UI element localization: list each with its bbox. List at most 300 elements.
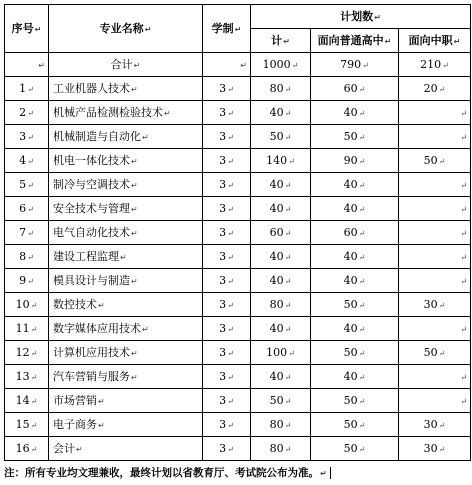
- row-hs: 40: [343, 201, 358, 215]
- paragraph-mark: ↵: [460, 228, 468, 238]
- row-total: 40: [269, 369, 284, 383]
- row-name: 安全技术与管理: [53, 201, 130, 215]
- row-no: 11: [15, 321, 30, 335]
- row-no-cell: [5, 101, 49, 125]
- row-vs-cell: [399, 197, 471, 221]
- table-row: [5, 413, 471, 437]
- row-total-cell: [251, 197, 311, 221]
- row-years-cell: [203, 437, 251, 461]
- row-years-cell: [203, 269, 251, 293]
- paragraph-mark: ↵: [438, 84, 446, 94]
- paragraph-mark: ↵: [284, 84, 292, 94]
- row-name-cell: [49, 245, 203, 269]
- row-total: 100: [266, 345, 288, 359]
- header-name: [49, 5, 203, 53]
- row-name: 模具设计与制造: [53, 273, 130, 287]
- paragraph-mark: ↵: [227, 420, 234, 430]
- row-total-cell: [251, 437, 311, 461]
- row-hs-cell: [311, 269, 399, 293]
- paragraph-mark: ↵: [460, 132, 468, 142]
- header-high-school-label: 面向普通高中: [317, 33, 384, 47]
- row-hs-cell: [311, 341, 399, 365]
- row-vs-cell: [399, 341, 471, 365]
- row-vs-cell: [399, 413, 471, 437]
- paragraph-mark: ↵: [227, 132, 234, 142]
- paragraph-mark: ↵: [284, 228, 292, 238]
- row-hs-cell: [311, 149, 399, 173]
- row-no: 6: [19, 201, 27, 215]
- row-hs-cell: [311, 293, 399, 317]
- table-row: [5, 245, 471, 269]
- row-name-cell: [49, 77, 203, 101]
- row-hs-cell: [311, 317, 399, 341]
- header-vocational-label: 面向中职: [408, 33, 453, 47]
- paragraph-mark: ↵: [164, 108, 171, 118]
- row-years: 3: [219, 273, 227, 287]
- paragraph-mark: ↵: [34, 24, 42, 34]
- paragraph-mark: ↵: [284, 372, 292, 382]
- row-no: 2: [19, 105, 27, 119]
- paragraph-mark: ↵: [144, 24, 152, 34]
- row-hs: 90: [343, 153, 358, 167]
- row-no: 13: [15, 369, 30, 383]
- paragraph-mark: ↵: [27, 108, 34, 118]
- row-hs-cell: [311, 101, 399, 125]
- paragraph-mark: ↵: [234, 24, 242, 34]
- row-no: 8: [19, 249, 27, 263]
- row-vs-cell: [399, 125, 471, 149]
- row-name: 机械制造与自动化: [53, 129, 141, 143]
- row-hs: 50: [343, 393, 358, 407]
- paragraph-mark: ↵: [284, 420, 292, 430]
- row-vs: 30: [423, 297, 438, 311]
- paragraph-mark: ↵: [27, 204, 34, 214]
- row-name-cell: [49, 197, 203, 221]
- row-vs-cell: [399, 245, 471, 269]
- paragraph-mark: ↵: [98, 300, 105, 310]
- row-hs: 40: [343, 177, 358, 191]
- summary-years-cell: [203, 53, 251, 77]
- row-no-cell: [5, 365, 49, 389]
- row-years: 3: [219, 225, 227, 239]
- row-years-cell: [203, 173, 251, 197]
- row-total-cell: [251, 221, 311, 245]
- paragraph-mark: ↵: [27, 252, 34, 262]
- row-hs-cell: [311, 125, 399, 149]
- paragraph-mark: ↵: [358, 372, 366, 382]
- row-no-cell: [5, 389, 49, 413]
- row-total: 40: [269, 321, 284, 335]
- paragraph-mark: ↵: [358, 228, 366, 238]
- row-hs-cell: [311, 221, 399, 245]
- row-vs-cell: [399, 149, 471, 173]
- paragraph-mark: ↵: [442, 60, 449, 70]
- header-vocational: [399, 29, 471, 53]
- row-name-cell: [49, 341, 203, 365]
- row-total: 40: [269, 201, 284, 215]
- row-years-cell: [203, 365, 251, 389]
- row-no: 10: [15, 297, 30, 311]
- paragraph-mark: ↵: [27, 132, 34, 142]
- row-no-cell: [5, 245, 49, 269]
- row-name: 会计: [53, 441, 75, 455]
- paragraph-mark: ↵: [438, 300, 446, 310]
- row-hs: 60: [343, 81, 358, 95]
- header-plan: [251, 5, 471, 29]
- paragraph-mark: ↵: [142, 132, 149, 142]
- paragraph-mark: ↵: [227, 348, 234, 358]
- paragraph-mark: ↵: [291, 60, 299, 70]
- row-no-cell: [5, 149, 49, 173]
- header-high-school: [311, 29, 399, 53]
- paragraph-mark: ↵: [453, 36, 461, 46]
- row-total: 40: [269, 249, 284, 263]
- row-vs: 30: [423, 417, 438, 431]
- row-hs-cell: [311, 245, 399, 269]
- paragraph-mark: ↵: [384, 36, 392, 46]
- paragraph-mark: ↵: [358, 204, 366, 214]
- paragraph-mark: ↵: [30, 444, 38, 454]
- row-years-cell: [203, 389, 251, 413]
- row-total-cell: [251, 389, 311, 413]
- row-years: 3: [219, 129, 227, 143]
- paragraph-mark: ↵: [284, 180, 292, 190]
- row-total-cell: [251, 317, 311, 341]
- summary-total: 1000: [262, 57, 291, 71]
- row-name: 工业机器人技术: [53, 81, 130, 95]
- paragraph-mark: ↵: [76, 444, 83, 454]
- paragraph-mark: ↵: [284, 324, 292, 334]
- row-no-cell: [5, 173, 49, 197]
- row-years-cell: [203, 341, 251, 365]
- row-hs-cell: [311, 197, 399, 221]
- row-hs-cell: [311, 389, 399, 413]
- document-page: [4, 4, 470, 480]
- row-no-cell: [5, 437, 49, 461]
- row-name: 机械产品检测检验技术: [53, 105, 163, 119]
- row-total: 40: [269, 273, 284, 287]
- footnote-text: 注：所有专业均文理兼收，最终计划以省教育厅、考试院公布为准。: [4, 467, 319, 479]
- row-years-cell: [203, 77, 251, 101]
- paragraph-mark: ↵: [131, 372, 138, 382]
- paragraph-mark: ↵: [227, 156, 234, 166]
- paragraph-mark: ↵: [284, 108, 292, 118]
- header-years-label: 学制: [211, 21, 234, 35]
- summary-no-cell: [5, 53, 49, 77]
- paragraph-mark: ↵: [227, 372, 234, 382]
- row-name-cell: [49, 413, 203, 437]
- paragraph-mark: ↵: [27, 228, 34, 238]
- table-row: [5, 149, 471, 173]
- paragraph-mark: ↵: [284, 444, 292, 454]
- summary-vs-cell: [399, 53, 471, 77]
- row-no: 16: [15, 441, 30, 455]
- paragraph-mark: ↵: [358, 324, 366, 334]
- summary-hs-cell: [311, 53, 399, 77]
- row-no: 9: [19, 273, 27, 287]
- row-name: 市场营销: [53, 393, 97, 407]
- table-row: [5, 437, 471, 461]
- header-total-label: 计: [271, 33, 283, 47]
- paragraph-mark: ↵: [142, 324, 149, 334]
- row-years: 3: [219, 417, 227, 431]
- row-years: 3: [219, 177, 227, 191]
- header-plan-label: 计划数: [340, 9, 374, 23]
- paragraph-mark: ↵: [358, 348, 366, 358]
- paragraph-mark: ↵: [30, 300, 38, 310]
- paragraph-mark: ↵: [227, 252, 234, 262]
- table-row: [5, 341, 471, 365]
- row-no-cell: [5, 221, 49, 245]
- row-vs-cell: [399, 173, 471, 197]
- paragraph-mark: ↵: [358, 180, 366, 190]
- paragraph-mark: ↵: [27, 180, 34, 190]
- row-hs: 40: [343, 105, 358, 119]
- row-name-cell: [49, 101, 203, 125]
- row-name-cell: [49, 149, 203, 173]
- row-no: 14: [15, 393, 30, 407]
- row-total: 50: [269, 393, 284, 407]
- paragraph-mark: ↵: [240, 60, 247, 70]
- paragraph-mark: ↵: [438, 420, 446, 430]
- row-name: 机电一体化技术: [53, 153, 130, 167]
- row-no-cell: [5, 413, 49, 437]
- paragraph-mark: ↵: [438, 156, 446, 166]
- row-name: 数控技术: [53, 297, 97, 311]
- row-name-cell: [49, 173, 203, 197]
- row-hs-cell: [311, 173, 399, 197]
- header-no-label: 序号: [11, 21, 34, 35]
- paragraph-mark: ↵: [460, 204, 468, 214]
- enrollment-plan-table: [4, 4, 471, 461]
- row-vs-cell: [399, 269, 471, 293]
- paragraph-mark: ↵: [358, 276, 366, 286]
- row-total-cell: [251, 341, 311, 365]
- row-no-cell: [5, 317, 49, 341]
- paragraph-mark: ↵: [358, 396, 366, 406]
- paragraph-mark: ↵: [27, 84, 34, 94]
- row-total-cell: [251, 365, 311, 389]
- row-vs: 20: [423, 81, 438, 95]
- paragraph-mark: ↵: [284, 252, 292, 262]
- text-cursor: [330, 467, 331, 479]
- row-no-cell: [5, 293, 49, 317]
- row-total-cell: [251, 125, 311, 149]
- paragraph-mark: ↵: [460, 252, 468, 262]
- row-years: 3: [219, 369, 227, 383]
- table-row: [5, 77, 471, 101]
- paragraph-mark: ↵: [438, 348, 446, 358]
- row-total: 80: [269, 297, 284, 311]
- paragraph-mark: ↵: [358, 108, 366, 118]
- row-no: 15: [15, 417, 30, 431]
- row-years-cell: [203, 221, 251, 245]
- row-total-cell: [251, 413, 311, 437]
- row-years: 3: [219, 249, 227, 263]
- paragraph-mark: ↵: [120, 252, 127, 262]
- paragraph-mark: ↵: [320, 469, 327, 478]
- summary-row: [5, 53, 471, 77]
- row-name-cell: [49, 365, 203, 389]
- row-vs-cell: [399, 293, 471, 317]
- row-vs-cell: [399, 389, 471, 413]
- summary-label: 合计: [110, 57, 133, 71]
- header-years: [203, 5, 251, 53]
- paragraph-mark: ↵: [288, 348, 295, 358]
- row-years-cell: [203, 317, 251, 341]
- paragraph-mark: ↵: [133, 60, 141, 70]
- summary-label-cell: [49, 53, 203, 77]
- header-no: [5, 5, 49, 53]
- row-name: 汽车营销与服务: [53, 369, 130, 383]
- row-hs: 50: [343, 345, 358, 359]
- table-row: [5, 173, 471, 197]
- row-name-cell: [49, 437, 203, 461]
- paragraph-mark: ↵: [30, 396, 38, 406]
- row-vs-cell: [399, 101, 471, 125]
- paragraph-mark: ↵: [131, 84, 138, 94]
- paragraph-mark: ↵: [460, 396, 468, 406]
- row-name: 制冷与空调技术: [53, 177, 130, 191]
- paragraph-mark: ↵: [131, 276, 138, 286]
- row-hs: 50: [343, 417, 358, 431]
- paragraph-mark: ↵: [358, 444, 366, 454]
- paragraph-mark: ↵: [460, 108, 468, 118]
- row-name: 计算机应用技术: [53, 345, 130, 359]
- row-vs: 30: [423, 441, 438, 455]
- row-years: 3: [219, 393, 227, 407]
- row-name-cell: [49, 221, 203, 245]
- table-row: [5, 125, 471, 149]
- row-total: 80: [269, 417, 284, 431]
- row-years-cell: [203, 413, 251, 437]
- row-hs-cell: [311, 437, 399, 461]
- row-total: 140: [266, 153, 288, 167]
- row-name-cell: [49, 389, 203, 413]
- row-no: 3: [19, 129, 27, 143]
- row-hs: 40: [343, 321, 358, 335]
- table-body: [5, 53, 471, 461]
- table-row: [5, 221, 471, 245]
- row-total: 40: [269, 177, 284, 191]
- footnote: [4, 465, 470, 480]
- row-hs: 50: [343, 129, 358, 143]
- paragraph-mark: ↵: [227, 300, 234, 310]
- row-total-cell: [251, 149, 311, 173]
- summary-hs: 790: [340, 57, 362, 71]
- row-hs-cell: [311, 413, 399, 437]
- table-row: [5, 101, 471, 125]
- paragraph-mark: ↵: [30, 324, 38, 334]
- paragraph-mark: ↵: [30, 420, 38, 430]
- row-no-cell: [5, 77, 49, 101]
- paragraph-mark: ↵: [358, 420, 366, 430]
- row-years: 3: [219, 105, 227, 119]
- paragraph-mark: ↵: [358, 300, 366, 310]
- summary-total-cell: [251, 53, 311, 77]
- row-years: 3: [219, 321, 227, 335]
- paragraph-mark: ↵: [27, 156, 34, 166]
- row-years-cell: [203, 197, 251, 221]
- row-years: 3: [219, 441, 227, 455]
- paragraph-mark: ↵: [131, 180, 138, 190]
- paragraph-mark: ↵: [283, 36, 290, 46]
- summary-vs: 210: [420, 57, 442, 71]
- row-total: 60: [269, 225, 284, 239]
- row-total-cell: [251, 173, 311, 197]
- row-hs: 60: [343, 225, 358, 239]
- paragraph-mark: ↵: [227, 108, 234, 118]
- row-years: 3: [219, 201, 227, 215]
- table-row: [5, 293, 471, 317]
- paragraph-mark: ↵: [358, 84, 366, 94]
- paragraph-mark: ↵: [30, 348, 38, 358]
- row-name: 建设工程监理: [53, 249, 119, 263]
- paragraph-mark: ↵: [98, 420, 105, 430]
- row-vs-cell: [399, 221, 471, 245]
- row-no-cell: [5, 269, 49, 293]
- paragraph-mark: ↵: [227, 204, 234, 214]
- row-name: 数字媒体应用技术: [53, 321, 141, 335]
- row-vs: 50: [423, 345, 438, 359]
- row-years: 3: [219, 81, 227, 95]
- row-name-cell: [49, 125, 203, 149]
- paragraph-mark: ↵: [374, 12, 381, 22]
- row-years: 3: [219, 297, 227, 311]
- row-total-cell: [251, 269, 311, 293]
- paragraph-mark: ↵: [460, 324, 468, 334]
- row-no: 1: [19, 81, 27, 95]
- row-vs-cell: [399, 365, 471, 389]
- row-name: 电子商务: [53, 417, 97, 431]
- row-years-cell: [203, 101, 251, 125]
- paragraph-mark: ↵: [27, 276, 34, 286]
- row-hs: 50: [343, 297, 358, 311]
- paragraph-mark: ↵: [284, 300, 292, 310]
- paragraph-mark: ↵: [288, 156, 295, 166]
- row-hs-cell: [311, 77, 399, 101]
- paragraph-mark: ↵: [227, 84, 234, 94]
- paragraph-mark: ↵: [30, 372, 38, 382]
- row-hs: 40: [343, 249, 358, 263]
- row-vs: 50: [423, 153, 438, 167]
- row-no: 5: [19, 177, 27, 191]
- paragraph-mark: ↵: [358, 156, 366, 166]
- paragraph-mark: ↵: [362, 60, 369, 70]
- table-row: [5, 197, 471, 221]
- paragraph-mark: ↵: [284, 204, 292, 214]
- table-row: [5, 389, 471, 413]
- row-years: 3: [219, 153, 227, 167]
- row-years-cell: [203, 245, 251, 269]
- row-name-cell: [49, 269, 203, 293]
- row-years: 3: [219, 345, 227, 359]
- row-total-cell: [251, 245, 311, 269]
- row-hs: 40: [343, 273, 358, 287]
- paragraph-mark: ↵: [98, 396, 105, 406]
- row-hs-cell: [311, 365, 399, 389]
- row-name-cell: [49, 293, 203, 317]
- row-name: 电气自动化技术: [53, 225, 130, 239]
- row-no-cell: [5, 197, 49, 221]
- paragraph-mark: ↵: [131, 348, 138, 358]
- row-no: 7: [19, 225, 27, 239]
- row-vs-cell: [399, 317, 471, 341]
- paragraph-mark: ↵: [131, 156, 138, 166]
- row-years-cell: [203, 293, 251, 317]
- row-hs: 40: [343, 369, 358, 383]
- table-row: [5, 269, 471, 293]
